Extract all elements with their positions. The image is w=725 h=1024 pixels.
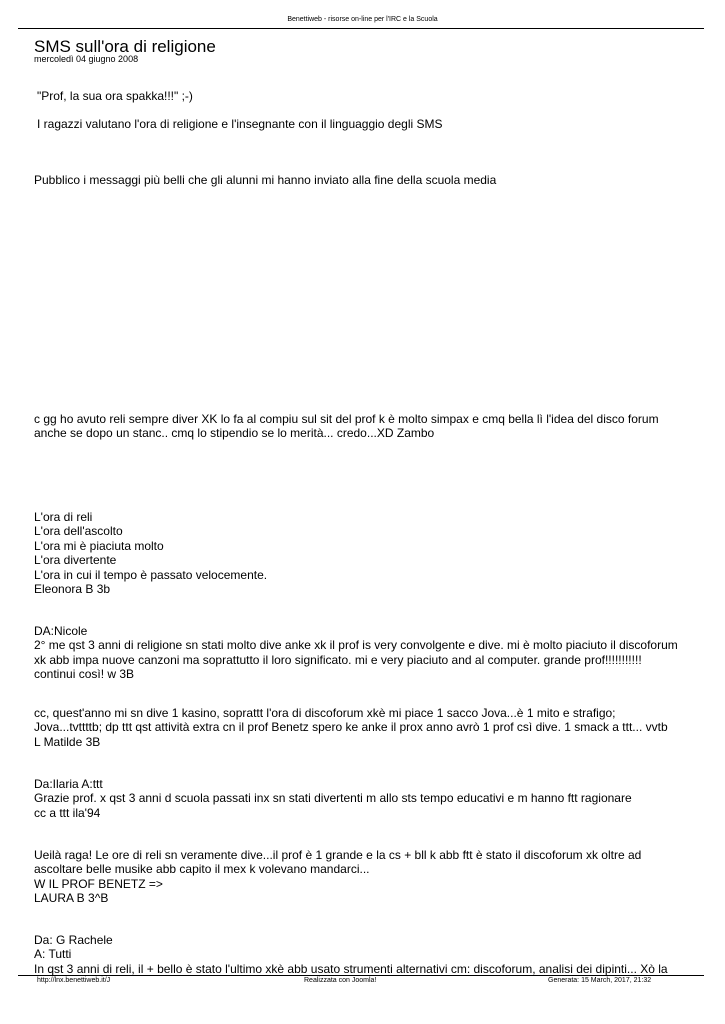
- text-line: Eleonora B 3b: [34, 582, 111, 597]
- message-nicole: [34, 624, 694, 682]
- header-site-title: Benettiweb - risorse on-line per l'IRC e la Scuola: [287, 16, 438, 23]
- text-line: ascoltare belle musike abb capito il mex k volevano mandarci...: [34, 862, 370, 877]
- text-line: c gg ho avuto reli sempre diver XK lo fa al compiu sul sit del prof k è molto simpax e cmq bella lì l'idea del disco forum: [34, 412, 659, 426]
- text-line: I ragazzi valutano l'ora di religione e l'insegnante con il linguaggio degli SMS: [37, 117, 443, 131]
- text-line: "Prof, la sua ora spakka!!!" ;-): [37, 89, 193, 103]
- text-line: cc a ttt ila'94: [34, 805, 101, 820]
- footer-generated: Generata: 15 March, 2017, 21:32: [548, 977, 652, 984]
- text-line: L'ora dell'ascolto: [34, 524, 123, 539]
- footer-url: http://lnx.benettiweb.it/J: [37, 977, 111, 984]
- text-line: Da:Ilaria A:ttt: [34, 777, 103, 791]
- text-line: xk abb impa nuove canzoni ma soprattutto il loro significato. mi e very piaciuto and al computer. grande prof!!!!!!!!!!!: [34, 652, 642, 667]
- message-laura: [34, 848, 694, 906]
- page-title: SMS sull'ora di religione: [34, 37, 216, 56]
- message-ilaria: [34, 777, 694, 820]
- footer-credit: Realizzata con Joomla!: [304, 977, 377, 984]
- text-line: anche se dopo un stanc.. cmq lo stipendio se lo merità... credo...XD Zambo: [34, 426, 435, 441]
- text-line: A: Tutti: [34, 947, 72, 962]
- paragraph-publish: [34, 173, 694, 187]
- footer-divider: [18, 975, 704, 976]
- text-line: Ueilà raga! Le ore di reli sn veramente dive...il prof è 1 grande e la cs + bll k abb ftt è stato il discoforum xk oltre ad: [34, 848, 642, 862]
- text-line: L'ora di reli: [34, 510, 93, 524]
- text-line: L'ora in cui il tempo è passato velocemente.: [34, 567, 268, 582]
- text-line: In qst 3 anni di reli, il + bello è stato l'ultimo xkè abb usato strumenti alternativi cm: discoforum, analisi dei dipinti... Xò la: [34, 961, 668, 976]
- message-rachele: [34, 933, 694, 976]
- text-line: DA:Nicole: [34, 624, 88, 638]
- paragraph-quote: [37, 89, 697, 103]
- text-line: W IL PROF BENETZ =>: [34, 876, 163, 891]
- text-line: continui così! w 3B: [34, 667, 135, 682]
- message-matilde: [34, 706, 694, 749]
- text-line: Pubblico i messaggi più belli che gli alunni mi hanno inviato alla fine della scuola media: [34, 173, 497, 187]
- text-line: L'ora divertente: [34, 553, 117, 568]
- text-line: 2° me qst 3 anni di religione sn stati molto dive anke xk il prof is very convolgente e dive. mi è molto piaciuto il discoforum: [34, 638, 678, 653]
- header-divider: [18, 28, 704, 29]
- text-line: cc, quest'anno mi sn dive 1 kasino, soprattt l'ora di discoforum xkè mi piace 1 sacco Jova...è 1 mito e strafigo;: [34, 706, 616, 720]
- text-line: L'ora mi è piaciuta molto: [34, 538, 164, 553]
- text-line: Jova...tvttttb; dp ttt qst attività extra cn il prof Benetz spero ke anke il prox anno avrò 1 prof csì dive. 1 smack a ttt... vvtb: [34, 720, 668, 735]
- article-date: mercoledì 04 giugno 2008: [34, 54, 139, 64]
- text-line: Grazie prof. x qst 3 anni d scuola passati inx sn stati divertenti m allo sts tempo educativi e m hanno ftt ragionare: [34, 791, 632, 806]
- message-eleonora: [34, 510, 694, 596]
- message-zambo: [34, 412, 694, 441]
- text-line: LAURA B 3^B: [34, 891, 109, 906]
- paragraph-intro: [37, 117, 697, 131]
- text-line: Da: G Rachele: [34, 933, 113, 947]
- text-line: L Matilde 3B: [34, 734, 101, 749]
